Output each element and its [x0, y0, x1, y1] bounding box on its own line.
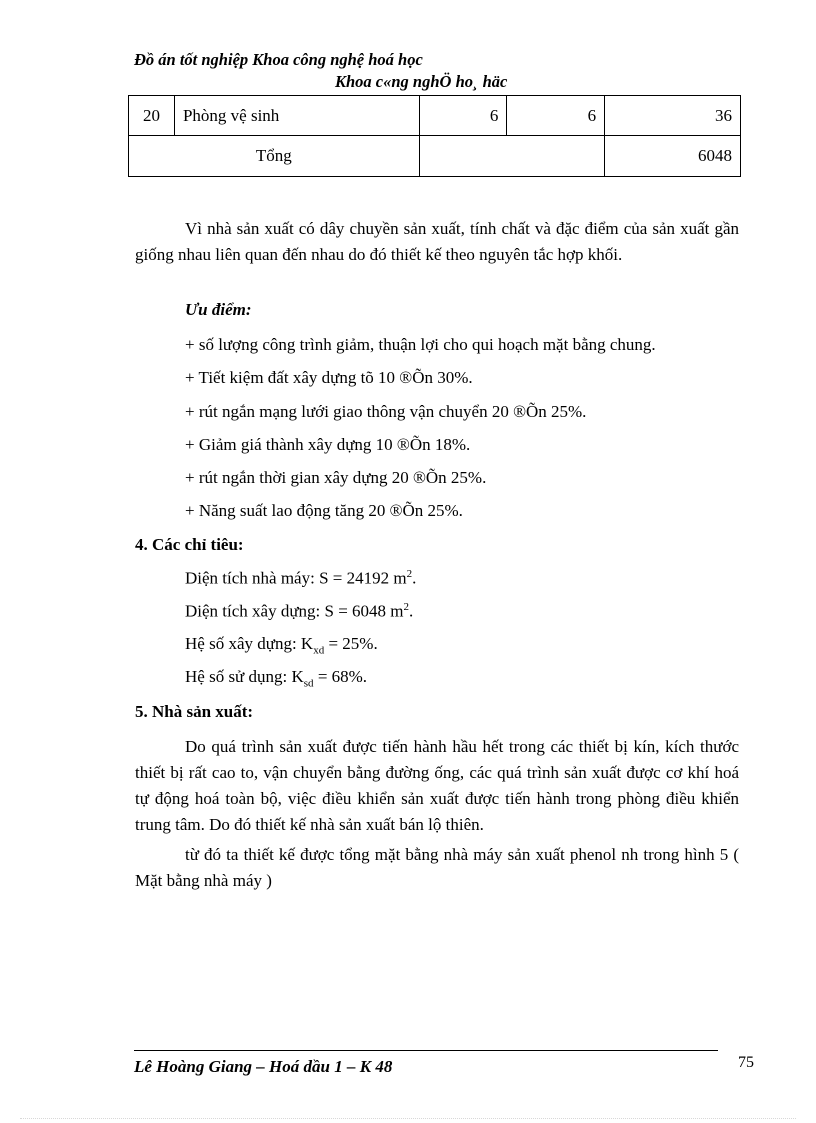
- cell-col1: 6: [419, 96, 507, 136]
- advantages-title: Ưu điểm:: [185, 300, 252, 319]
- section-5-paragraph-1: Do quá trình sản xuất được tiến hành hầu hết trong các thiết bị kín, kích thước thiết bị rất cao to, vận chuyển bằng đường ống, các quá trình sản xuất được cơ khí hoá tự động hoá toàn bộ, việc điều khiển sản xuất được tiến hành trong phòng điều khiển trung tâm. Do đó thiết kế nhà sản xuất bán lộ thiên.: [135, 737, 739, 834]
- total-value: 6048: [605, 136, 741, 177]
- page-edge-divider: [20, 1118, 796, 1119]
- cell-col3: 36: [605, 96, 741, 136]
- footer-author: Lê Hoàng Giang – Hoá dầu 1 – K 48: [134, 1057, 393, 1076]
- cell-col2: 6: [507, 96, 605, 136]
- advantage-item: + số lượng công trình giảm, thuận lợi cho qui hoạch mặt bằng chung.: [185, 335, 656, 354]
- section-5-paragraph-2: từ đó ta thiết kế được tổng mặt bằng nhà máy sản xuất phenol nh trong hình 5 ( Mặt bằng nhà máy ): [135, 845, 739, 890]
- section-5-title: 5. Nhà sản xuất:: [135, 702, 254, 721]
- table-row: [129, 96, 741, 136]
- usage-coefficient: Hệ số sử dụng: $K_{sd} = 68\%$.: [185, 667, 368, 690]
- page-number: 75: [738, 1054, 754, 1071]
- total-empty: [419, 136, 605, 177]
- header-line-2: Khoa c«ng nghÖ ho¸ häc: [335, 72, 508, 91]
- advantage-item: + Năng suất lao động tăng 20 ®Õn 25%.: [185, 501, 463, 520]
- built-area: Diện tích xây dựng: S = 6048 $m^2$.: [185, 601, 414, 621]
- advantage-item: + Tiết kiệm đất xây dựng tõ 10 ®Õn 30%.: [185, 368, 473, 387]
- cell-name: Phòng vệ sinh: [174, 96, 419, 136]
- section-4-title: 4. Các chỉ tiêu:: [135, 535, 244, 554]
- total-label: Tổng: [129, 136, 420, 177]
- intro-paragraph: Vì nhà sản xuất có dây chuyền sản xuất, tính chất và đặc điểm của sản xuất gần giống nhau liên quan đến nhau do đó thiết kế theo nguyên tắc hợp khối.: [135, 219, 739, 264]
- header-line-1: Đồ án tốt nghiệp Khoa công nghệ hoá học: [134, 50, 423, 69]
- advantage-item: + Giảm giá thành xây dựng 10 ®Õn 18%.: [185, 435, 471, 454]
- cell-stt: 20: [129, 96, 175, 136]
- table-total-row: [129, 136, 741, 177]
- factory-area: Diện tích nhà máy: S = 24192 $m^2$.: [185, 568, 417, 588]
- footer-rule: [134, 1050, 718, 1051]
- build-coefficient: Hệ số xây dựng: $K_{xd} = 25\%$.: [185, 634, 378, 657]
- advantage-item: + rút ngắn mạng lưới giao thông vận chuyển 20 ®Õn 25%.: [185, 402, 587, 421]
- summary-table: [128, 95, 741, 177]
- advantage-item: + rút ngắn thời gian xây dựng 20 ®Õn 25%.: [185, 468, 487, 487]
